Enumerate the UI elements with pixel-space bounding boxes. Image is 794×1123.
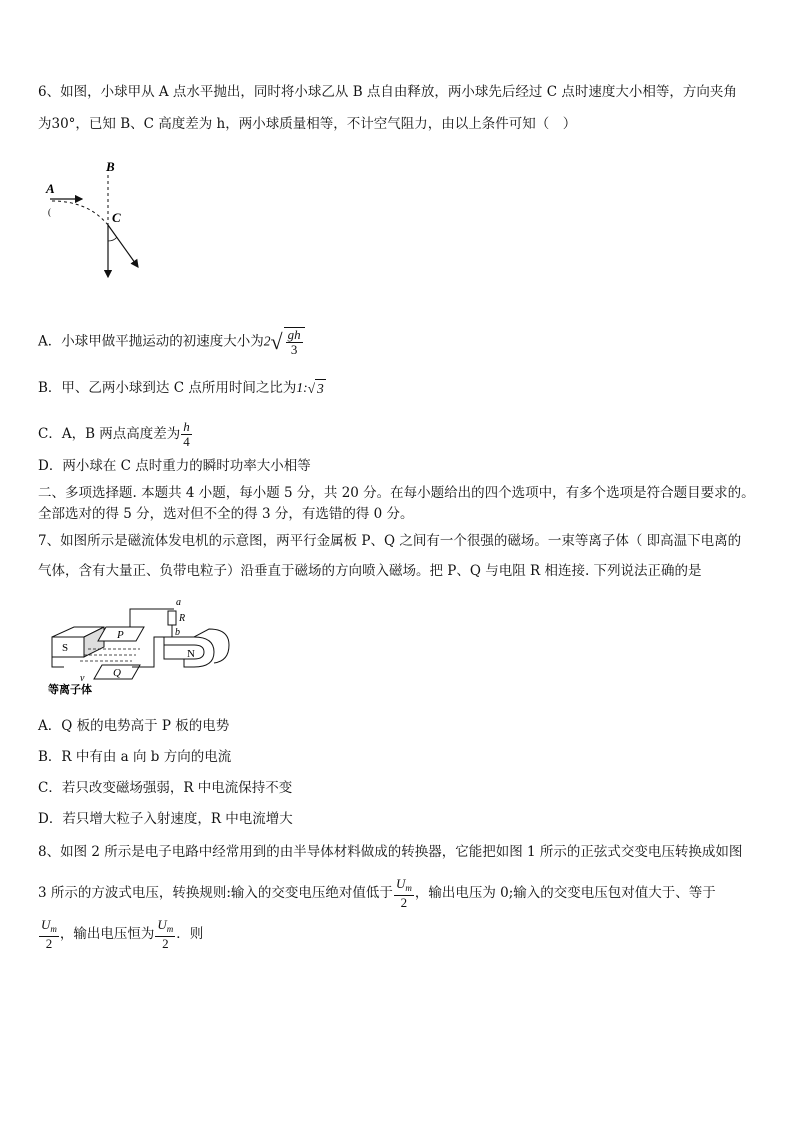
q7-label-p: P: [117, 629, 124, 641]
q8-frac3-num: U: [157, 917, 167, 932]
q6-option-c: [38, 420, 193, 449]
q8-frac1-den: 2: [400, 895, 408, 910]
q7-label-n: N: [187, 648, 195, 660]
q6-option-a-text: A．小球甲做平抛运动的初速度大小为: [38, 333, 264, 350]
q6-option-a-coef: 2: [263, 333, 271, 349]
q8-frac2-num: U: [41, 917, 51, 932]
q7-option-d: D．若只增大粒子入射速度，R 中电流增大: [38, 811, 293, 827]
q7-stem-line2: 气体，含有大量正、负带电粒子）沿垂直于磁场的方向喷入磁场。把 P、Q 与电阻 R 相连接. 下列说法正确的是: [38, 563, 702, 579]
q8-stem-line1: 8、如图 2 所示是电子电路中经常用到的由半导体材料做成的转换器，它能把如图 1 所示的正弦式交变电压转换成如图: [38, 844, 743, 860]
q8-frac2-sub: m: [50, 924, 57, 934]
q7-resistor-r: [168, 611, 176, 625]
section2-line2: 全部选对的得 5 分，选对但不全的得 3 分，有选错的得 0 分。: [38, 506, 414, 522]
q8-stem-line3: [38, 918, 203, 951]
q6-option-d: D．两小球在 C 点时重力的瞬时功率大小相等: [38, 458, 311, 474]
q6-stem-line2: 为30°，已知 B、C 高度差为 h，两小球质量相等，不计空气阻力，由以上条件可知（ ）: [38, 116, 577, 132]
q6-label-b: B: [106, 159, 115, 174]
q8-frac1-sub: m: [405, 883, 412, 893]
q6-option-a-den: 3: [290, 342, 298, 357]
q7-caption: 等离子体: [48, 684, 92, 696]
q6-angle-arc: [108, 237, 117, 241]
q6-option-c-num: h: [183, 419, 190, 434]
q7-option-a: A．Q 板的电势高于 P 板的电势: [38, 718, 230, 734]
q6-stem-line1: 6、如图，小球甲从 A 点水平抛出，同时将小球乙从 B 点自由释放，两小球先后经过 C 点时速度大小相等，方向夹角: [38, 84, 737, 100]
q7-label-r: R: [179, 613, 186, 624]
q6-option-b-ratio: 1:: [296, 380, 308, 395]
q8-line3-text-a: ，输出电压恒为: [59, 926, 155, 942]
q6-option-c-text: C．A，B 两点高度差为: [38, 426, 181, 442]
q8-frac3-sub: m: [166, 924, 174, 934]
q6-c-velocity-arrow: [108, 225, 138, 267]
q8-frac1-num: U: [395, 876, 406, 891]
section2-line1: 二、多项选择题. 本题共 4 小题，每小题 5 分，共 20 分。在每小题给出的四个选项中，有多个选项是符合题目要求的。: [38, 485, 755, 501]
q6-small-mark: (: [48, 207, 51, 217]
q7-label-b: b: [175, 627, 180, 638]
q8-stem-line2: [38, 877, 716, 910]
q7-label-a: a: [176, 597, 181, 608]
q6-option-a-sqrt: √ $\frac{gh}{3}$: [271, 327, 306, 357]
q7-wire-top: [130, 609, 174, 627]
q7-option-b: B．R 中有由 a 向 b 方向的电流: [38, 749, 232, 765]
q6-option-a: [38, 327, 306, 357]
q8-frac2-den: 2: [45, 936, 53, 951]
q8-frac3-den: 2: [162, 936, 169, 951]
q7-label-v: v: [80, 673, 85, 684]
q6-option-b-text: B．甲、乙两小球到达 C 点所用时间之比为: [38, 380, 297, 396]
q6-option-b: [38, 379, 326, 398]
q6-option-c-den: 4: [183, 434, 190, 449]
q7-option-c: C．若只改变磁场强弱，R 中电流保持不变: [38, 780, 293, 796]
q7-label-s: S: [62, 642, 69, 654]
q8-line3-text-b: ．则: [176, 926, 204, 942]
q6-option-b-rad: 3: [317, 381, 324, 396]
q6-label-c: C: [112, 210, 121, 225]
q6-option-b-sqrt: √ 3: [307, 381, 324, 396]
q6-label-a: A: [46, 181, 55, 196]
q8-line2-text-a: 3 所示的方波式电压，转换规则:输入的交变电压绝对值低于: [38, 885, 393, 901]
q7-figure: [44, 597, 234, 697]
q7-label-q: Q: [113, 667, 121, 679]
q6-option-a-num: gh: [287, 327, 301, 342]
q6-a-trajectory: [52, 201, 108, 225]
q6-figure: [38, 155, 158, 285]
q8-line2-text-b: ，输出电压为 0;输入的交变电压包对值大于、等于: [414, 885, 716, 901]
q7-stem-line1: 7、如图所示是磁流体发电机的示意图，两平行金属板 P、Q 之间有一个很强的磁场。一束等离子体（ 即高温下电离的: [38, 533, 742, 549]
